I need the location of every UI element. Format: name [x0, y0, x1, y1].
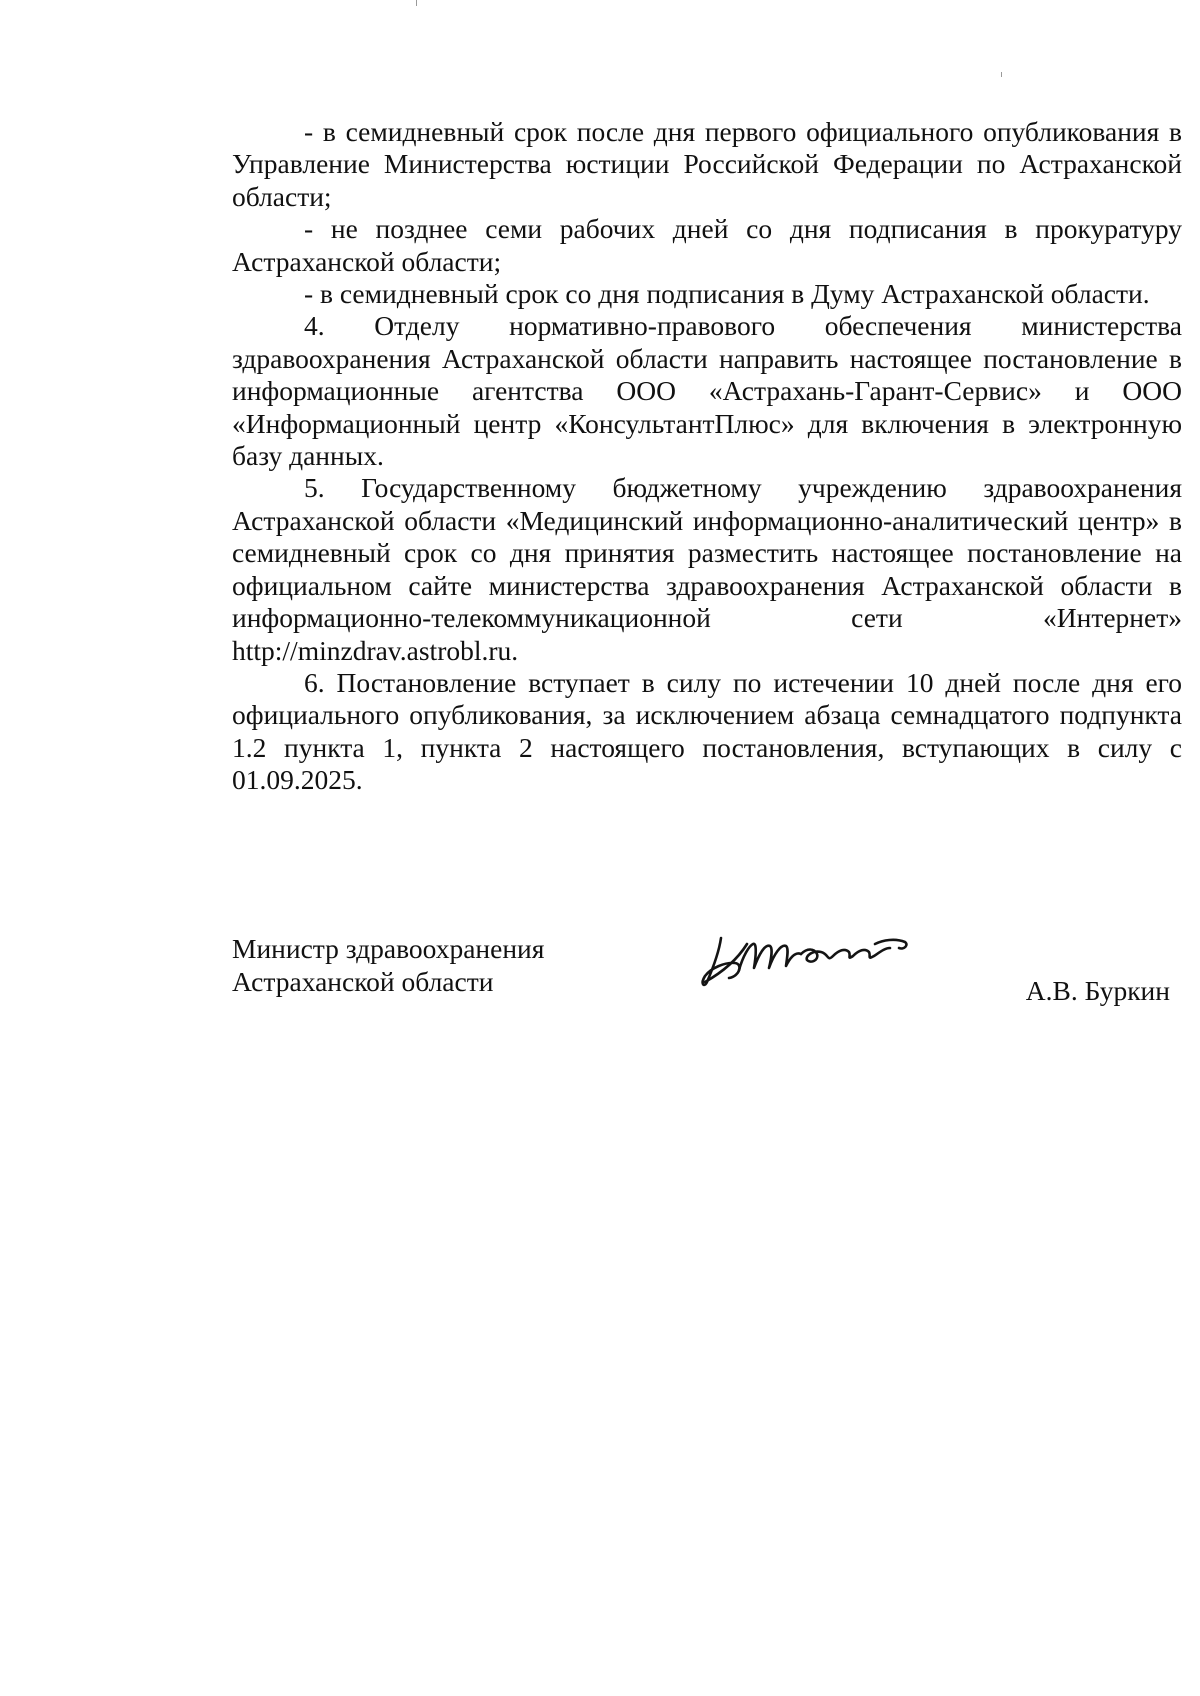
handwritten-signature	[699, 926, 914, 994]
signatory-position-line2: Астраханской области	[232, 966, 494, 997]
paragraph-dispatch-prosecutor: - не позднее семи рабочих дней со дня подписания в прокуратуру Астраханской области;	[232, 213, 1182, 277]
paragraph-item-6: 6. Постановление вступает в силу по истечении 10 дней после дня его официального опубликования, за исключением абзаца семнадцатого подпункта 1.2 пункта 1, пункта 2 настоящего постановления, вступающих в силу с 01.09.2025.	[232, 666, 1182, 796]
document-body	[232, 116, 1182, 797]
paragraph-item-4: 4. Отделу нормативно-правового обеспечения министерства здравоохранения Астраханской области направить настоящее постановление в информационные агентства ООО «Астрахань-Гарант-Сервис» и ООО «Информационный центр «КонсультантПлюс» для включения в электронную базу данных.	[232, 310, 1182, 472]
signatory-position	[232, 932, 544, 998]
signature-block	[232, 932, 1182, 1012]
scan-mark	[416, 0, 417, 6]
paragraph-dispatch-duma: - в семидневный срок со дня подписания в Думу Астраханской области.	[304, 278, 1150, 310]
signatory-position-line1: Министр здравоохранения	[232, 933, 545, 964]
signatory-name: А.В. Буркин	[1025, 975, 1170, 1006]
paragraph-dispatch-justice: - в семидневный срок после дня первого официального опубликования в Управление Министерства юстиции Российской Федерации по Астраханской области;	[232, 116, 1182, 212]
scan-mark	[1001, 72, 1002, 77]
paragraph-item-5: 5. Государственному бюджетному учреждению здравоохранения Астраханской области «Медицинский информационно-аналитический центр» в семидневный срок со дня принятия разместить настоящее постановление на официальном сайте министерства здравоохранения Астраханской области в информационно-телекоммуникационной сети «Интернет» http://minzdrav.astrobl.ru.	[232, 472, 1182, 666]
